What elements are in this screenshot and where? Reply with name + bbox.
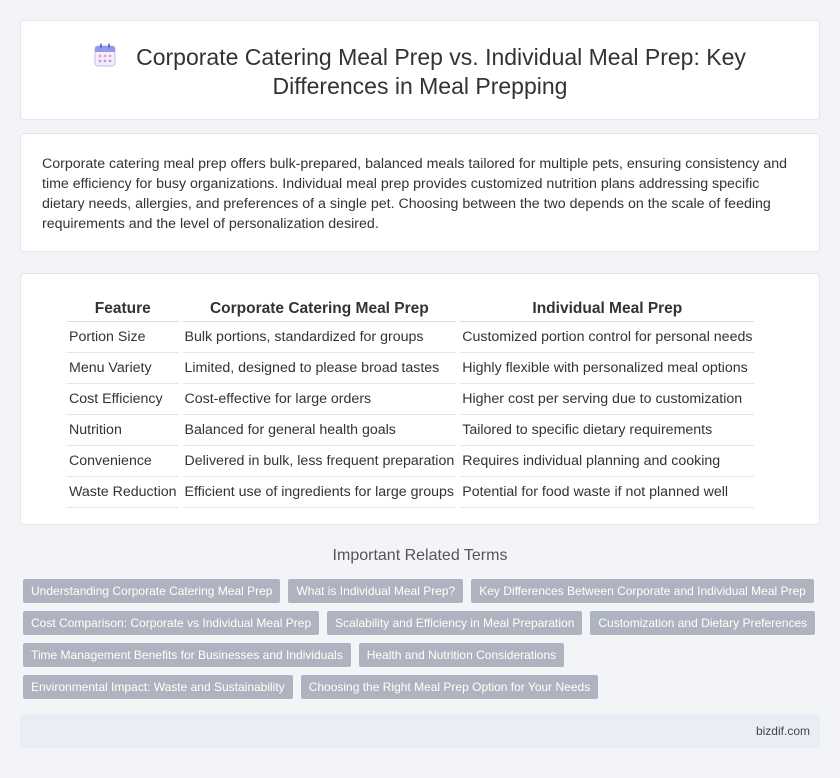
table-cell: Balanced for general health goals bbox=[183, 415, 457, 446]
related-terms-heading: Important Related Terms bbox=[332, 547, 508, 564]
related-terms-list bbox=[23, 579, 823, 707]
table-cell: Customized portion control for personal needs bbox=[460, 322, 754, 353]
related-term-tag[interactable]: Time Management Benefits for Businesses and Individuals bbox=[23, 643, 351, 667]
table-cell: Potential for food waste if not planned well bbox=[460, 477, 754, 508]
table-header-row bbox=[67, 295, 754, 322]
table-cell: Requires individual planning and cooking bbox=[460, 446, 754, 477]
footer-site-link[interactable]: bizdif.com bbox=[755, 724, 810, 738]
title-card bbox=[20, 20, 820, 120]
table-cell: Portion Size bbox=[67, 322, 179, 353]
table-cell: Efficient use of ingredients for large groups bbox=[183, 477, 457, 508]
table-cell: Menu Variety bbox=[67, 353, 179, 384]
header-corporate: Corporate Catering Meal Prep bbox=[183, 295, 457, 322]
footer bbox=[20, 714, 820, 748]
title-line-2: Differences in Meal Prepping bbox=[272, 73, 568, 99]
table-row bbox=[67, 384, 754, 415]
comparison-table bbox=[63, 295, 758, 508]
table-cell: Waste Reduction bbox=[67, 477, 179, 508]
related-term-tag[interactable]: Understanding Corporate Catering Meal Prep bbox=[23, 579, 280, 603]
table-cell: Bulk portions, standardized for groups bbox=[183, 322, 457, 353]
header-feature: Feature bbox=[67, 295, 179, 322]
related-term-tag[interactable]: Choosing the Right Meal Prep Option for Your Needs bbox=[301, 675, 599, 699]
related-term-tag[interactable]: Cost Comparison: Corporate vs Individual Meal Prep bbox=[23, 611, 319, 635]
header-individual: Individual Meal Prep bbox=[460, 295, 754, 322]
related-term-tag[interactable]: Environmental Impact: Waste and Sustainability bbox=[23, 675, 293, 699]
related-term-tag[interactable]: Health and Nutrition Considerations bbox=[359, 643, 564, 667]
table-cell: Tailored to specific dietary requirements bbox=[460, 415, 754, 446]
table-cell: Higher cost per serving due to customization bbox=[460, 384, 754, 415]
table-row bbox=[67, 477, 754, 508]
table-cell: Cost-effective for large orders bbox=[183, 384, 457, 415]
table-row bbox=[67, 415, 754, 446]
table-cell: Convenience bbox=[67, 446, 179, 477]
description-card bbox=[20, 133, 820, 252]
related-term-tag[interactable]: Scalability and Efficiency in Meal Preparation bbox=[327, 611, 582, 635]
calendar-icon bbox=[94, 43, 116, 67]
related-term-tag[interactable]: What is Individual Meal Prep? bbox=[288, 579, 463, 603]
related-term-tag[interactable]: Key Differences Between Corporate and Individual Meal Prep bbox=[471, 579, 814, 603]
table-row bbox=[67, 322, 754, 353]
table-cell: Highly flexible with personalized meal options bbox=[460, 353, 754, 384]
table-row bbox=[67, 353, 754, 384]
table-cell: Nutrition bbox=[67, 415, 179, 446]
table-row bbox=[67, 446, 754, 477]
related-term-tag[interactable]: Customization and Dietary Preferences bbox=[590, 611, 815, 635]
table-cell: Cost Efficiency bbox=[67, 384, 179, 415]
table-cell: Limited, designed to please broad tastes bbox=[183, 353, 457, 384]
description-text: Corporate catering meal prep offers bulk-prepared, balanced meals tailored for multiple pets, ensuring consistency and time efficiency for busy organizations. Individual meal prep provides customized nutrition plans addressing specific dietary needs, allergies, and preferences of a single pet. Choosing between the two depends on the scale of feeding requirements and the level of personalization desired. bbox=[42, 156, 787, 232]
comparison-card bbox=[20, 273, 820, 525]
page-title bbox=[21, 43, 819, 101]
title-line-1: Corporate Catering Meal Prep vs. Individual Meal Prep: Key bbox=[136, 44, 746, 70]
table-cell: Delivered in bulk, less frequent preparation bbox=[183, 446, 457, 477]
